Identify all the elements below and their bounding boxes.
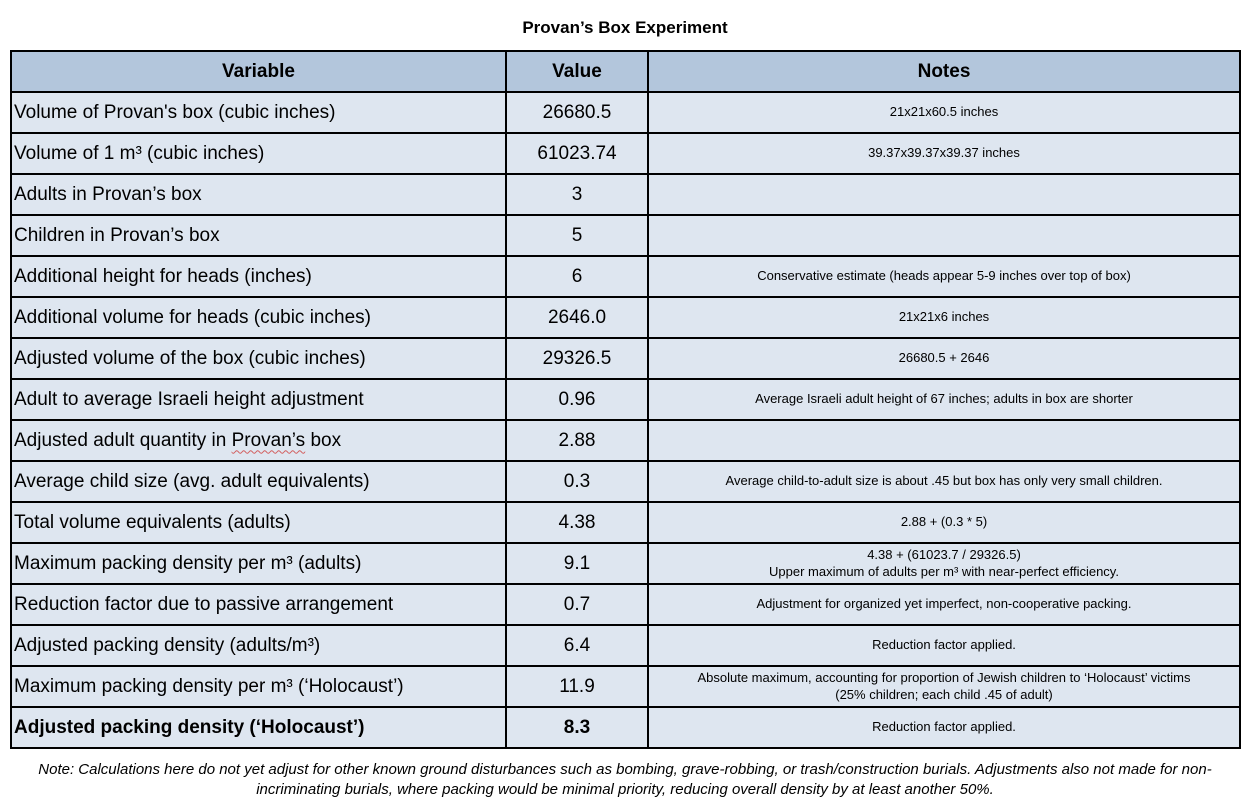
variable-cell: Adjusted packing density (adults/m³) [11,625,506,666]
value-cell: 2.88 [506,420,648,461]
notes-cell [648,379,1240,420]
table-row [11,338,1240,379]
variable-cell: Maximum packing density per m³ (adults) [11,543,506,584]
variable-cell: Adult to average Israeli height adjustment [11,379,506,420]
notes-cell [648,625,1240,666]
table-row [11,92,1240,133]
misspelled-word: Provan’s [231,429,306,451]
note-line: 26680.5 + 2646 [898,350,990,366]
table-row [11,502,1240,543]
table-row [11,297,1240,338]
experiment-table [10,50,1241,749]
variable-cell: Adjusted adult quantity in Provan’s box [11,420,506,461]
notes-cell [648,92,1240,133]
notes-cell [648,338,1240,379]
header-cell-value: Value [506,51,648,92]
table-row [11,256,1240,297]
notes-cell [648,543,1240,584]
note-line: 21x21x6 inches [898,309,990,325]
note-line: Adjustment for organized yet imperfect, non-cooperative packing. [756,596,1132,612]
value-cell: 4.38 [506,502,648,543]
note-line: Reduction factor applied. [872,719,1016,735]
value-cell: 9.1 [506,543,648,584]
table-row [11,543,1240,584]
header-cell-notes: Notes [648,51,1240,92]
variable-cell: Average child size (avg. adult equivalents) [11,461,506,502]
note-line: Average Israeli adult height of 67 inches; adults in box are shorter [755,391,1133,407]
note-line: Reduction factor applied. [872,637,1016,653]
notes-cell [648,256,1240,297]
notes-cell [648,461,1240,502]
page-title: Provan’s Box Experiment [522,18,728,37]
header-cell-variable: Variable [11,51,506,92]
footnote: Note: Calculations here do not yet adjust for other known ground disturbances such as bombing, grave-robbing, or trash/construction burials. Adjustments also not made for non-incriminating burials, where packing would be minimal priority, reducing overall density by at least another 50%. [38,761,1212,799]
variable-cell: Adjusted packing density (‘Holocaust’) [11,707,506,748]
notes-cell [648,215,1240,256]
note-line: (25% children; each child .45 of adult) [835,686,1053,702]
table-row [11,420,1240,461]
value-cell: 29326.5 [506,338,648,379]
table-row [11,461,1240,502]
value-cell: 0.7 [506,584,648,625]
note-line: 39.37x39.37x39.37 inches [868,145,1020,161]
variable-cell: Additional height for heads (inches) [11,256,506,297]
value-cell: 11.9 [506,666,648,707]
table-row [11,707,1240,748]
table-row [11,584,1240,625]
value-cell: 0.3 [506,461,648,502]
value-cell: 8.3 [506,707,648,748]
value-cell: 6.4 [506,625,648,666]
table-row [11,174,1240,215]
table-body [11,92,1240,748]
note-line: 21x21x60.5 inches [889,104,999,120]
note-line: Upper maximum of adults per m³ with near-perfect efficiency. [769,563,1119,579]
notes-cell [648,707,1240,748]
variable-cell: Adjusted volume of the box (cubic inches) [11,338,506,379]
variable-cell: Additional volume for heads (cubic inches) [11,297,506,338]
notes-cell [648,502,1240,543]
variable-cell: Reduction factor due to passive arrangement [11,584,506,625]
table-row [11,625,1240,666]
notes-cell [648,174,1240,215]
notes-cell [648,584,1240,625]
variable-cell: Total volume equivalents (adults) [11,502,506,543]
note-line: Absolute maximum, accounting for proportion of Jewish children to ‘Holocaust’ victims [697,669,1191,685]
value-cell: 5 [506,215,648,256]
note-line: Conservative estimate (heads appear 5-9 inches over top of box) [757,268,1131,284]
variable-cell: Maximum packing density per m³ (‘Holocaust’) [11,666,506,707]
table-row [11,379,1240,420]
value-cell: 26680.5 [506,92,648,133]
variable-cell: Volume of Provan's box (cubic inches) [11,92,506,133]
value-cell: 2646.0 [506,297,648,338]
value-cell: 61023.74 [506,133,648,174]
value-cell: 6 [506,256,648,297]
note-line: Average child-to-adult size is about .45 but box has only very small children. [725,473,1163,489]
variable-cell: Adults in Provan’s box [11,174,506,215]
value-cell: 3 [506,174,648,215]
notes-cell [648,420,1240,461]
table-row [11,215,1240,256]
notes-cell [648,133,1240,174]
note-line: 4.38 + (61023.7 / 29326.5) [867,546,1021,562]
table-row [11,133,1240,174]
variable-cell: Volume of 1 m³ (cubic inches) [11,133,506,174]
table-row [11,666,1240,707]
notes-cell [648,666,1240,707]
table-header-row [11,51,1240,92]
value-cell: 0.96 [506,379,648,420]
variable-cell: Children in Provan’s box [11,215,506,256]
notes-cell [648,297,1240,338]
note-line: 2.88 + (0.3 * 5) [900,514,988,530]
